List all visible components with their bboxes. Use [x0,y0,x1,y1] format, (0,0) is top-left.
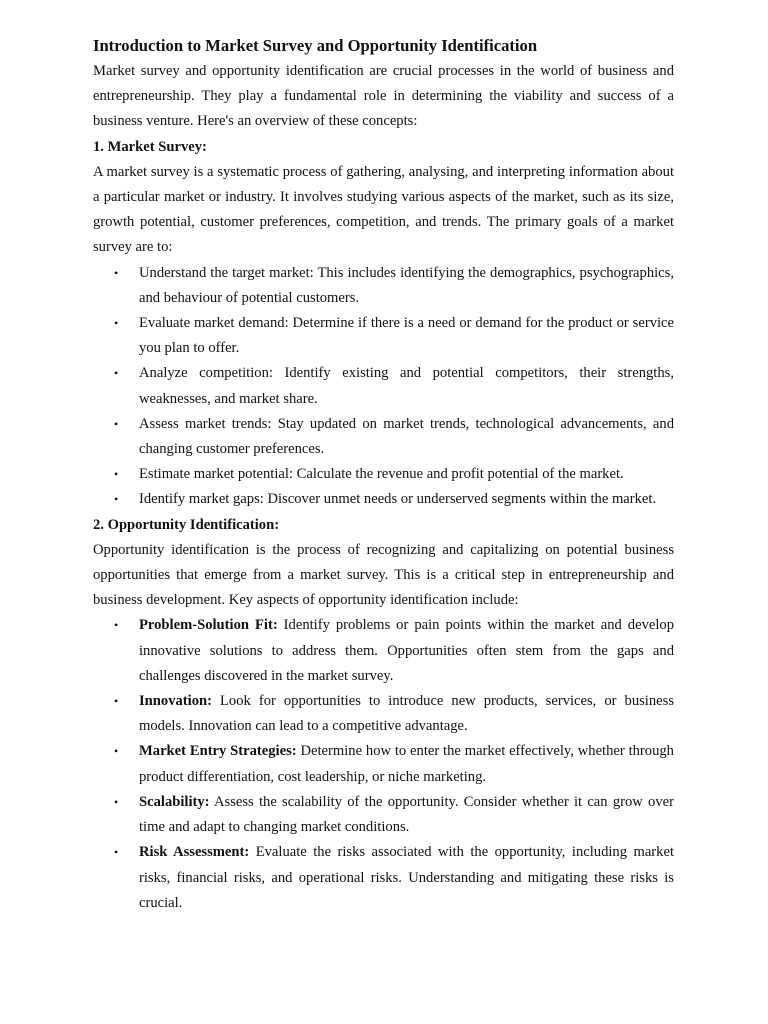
bullet-icon: • [114,416,119,431]
bullet-icon: • [114,316,119,331]
list-item-text: Identify problems or pain points within the market and develop innovative solutions to address them. Opportunities often stem from the gaps and challenges discovered in the market survey. [139,617,674,684]
bullet-icon: • [114,694,119,709]
market-survey-goals-list [93,261,674,513]
bullet-icon: • [114,467,119,482]
list-item [93,689,674,739]
bullet-icon: • [114,618,119,633]
list-item [93,790,674,840]
list-item-text: Assess the scalability of the opportunity. Consider whether it can grow over time and adapt to changing market conditions. [139,793,674,836]
list-item [93,261,674,311]
list-item [93,462,674,487]
document-page [93,34,674,916]
list-item-text: Analyze competition: Identify existing and potential competitors, their strengths, weaknesses, and market share. [139,365,674,407]
list-item [93,613,674,689]
list-item-text: Estimate market potential: Calculate the revenue and profit potential of the market. [139,466,624,483]
list-item [93,739,674,789]
list-item-text: Evaluate market demand: Determine if there is a need or demand for the product or service you plan to offer. [139,315,674,357]
list-item-term: Scalability: [139,793,210,810]
list-item-text: Determine how to enter the market effectively, whether through product differentiation, cost leadership, or niche marketing. [139,743,674,785]
bullet-icon: • [114,492,119,507]
list-item-text: Identify market gaps: Discover unmet needs or underserved segments within the market. [139,491,657,508]
bullet-icon: • [114,794,119,809]
bullet-icon: • [114,265,119,280]
bullet-icon: • [114,845,119,860]
list-item [93,361,674,411]
market-survey-paragraph: A market survey is a systematic process of gathering, analysing, and interpreting information about a particular market or industry. It involves studying various aspects of the market, such as its size, growth potential, customer preferences, competition, and trends. The primary goals of a market survey are to: [93,163,674,256]
list-item-text: Look for opportunities to introduce new products, services, or business models. Innovation can lead to a competitive advantage. [139,693,674,735]
list-item-text: Assess market trends: Stay updated on market trends, technological advancements, and changing customer preferences. [139,415,674,458]
intro-paragraph: Market survey and opportunity identification are crucial processes in the world of business and entrepreneurship. They play a fundamental role in determining the viability and success of a business venture. Here's an overview of these concepts: [93,63,674,130]
list-item-text: Evaluate the risks associated with the opportunity, including market risks, financial risks, and operational risks. Understanding and mitigating these risks is crucial. [139,844,674,911]
opportunity-identification-paragraph: Opportunity identification is the process of recognizing and capitalizing on potential business opportunities that emerge from a market survey. This is a critical step in entrepreneurship and business development. Key aspects of opportunity identification include: [93,541,674,609]
list-item-term: Problem-Solution Fit: [139,617,278,634]
section-heading-opportunity-identification: 2. Opportunity Identification: [93,516,280,533]
list-item [93,840,674,916]
list-item [93,311,674,361]
list-item-text: Understand the target market: This includes identifying the demographics, psychographics, and behaviour of potential customers. [139,264,674,306]
bullet-icon: • [114,366,119,381]
section-heading-market-survey: 1. Market Survey: [93,138,207,155]
list-item-term: Innovation: [139,693,212,710]
list-item [93,412,674,462]
list-item-term: Risk Assessment: [139,844,250,861]
list-item [93,487,674,512]
document-title: Introduction to Market Survey and Opportunity Identification [93,36,538,55]
bullet-icon: • [114,744,119,759]
list-item-term: Market Entry Strategies: [139,743,297,760]
opportunity-aspects-list [93,613,674,915]
